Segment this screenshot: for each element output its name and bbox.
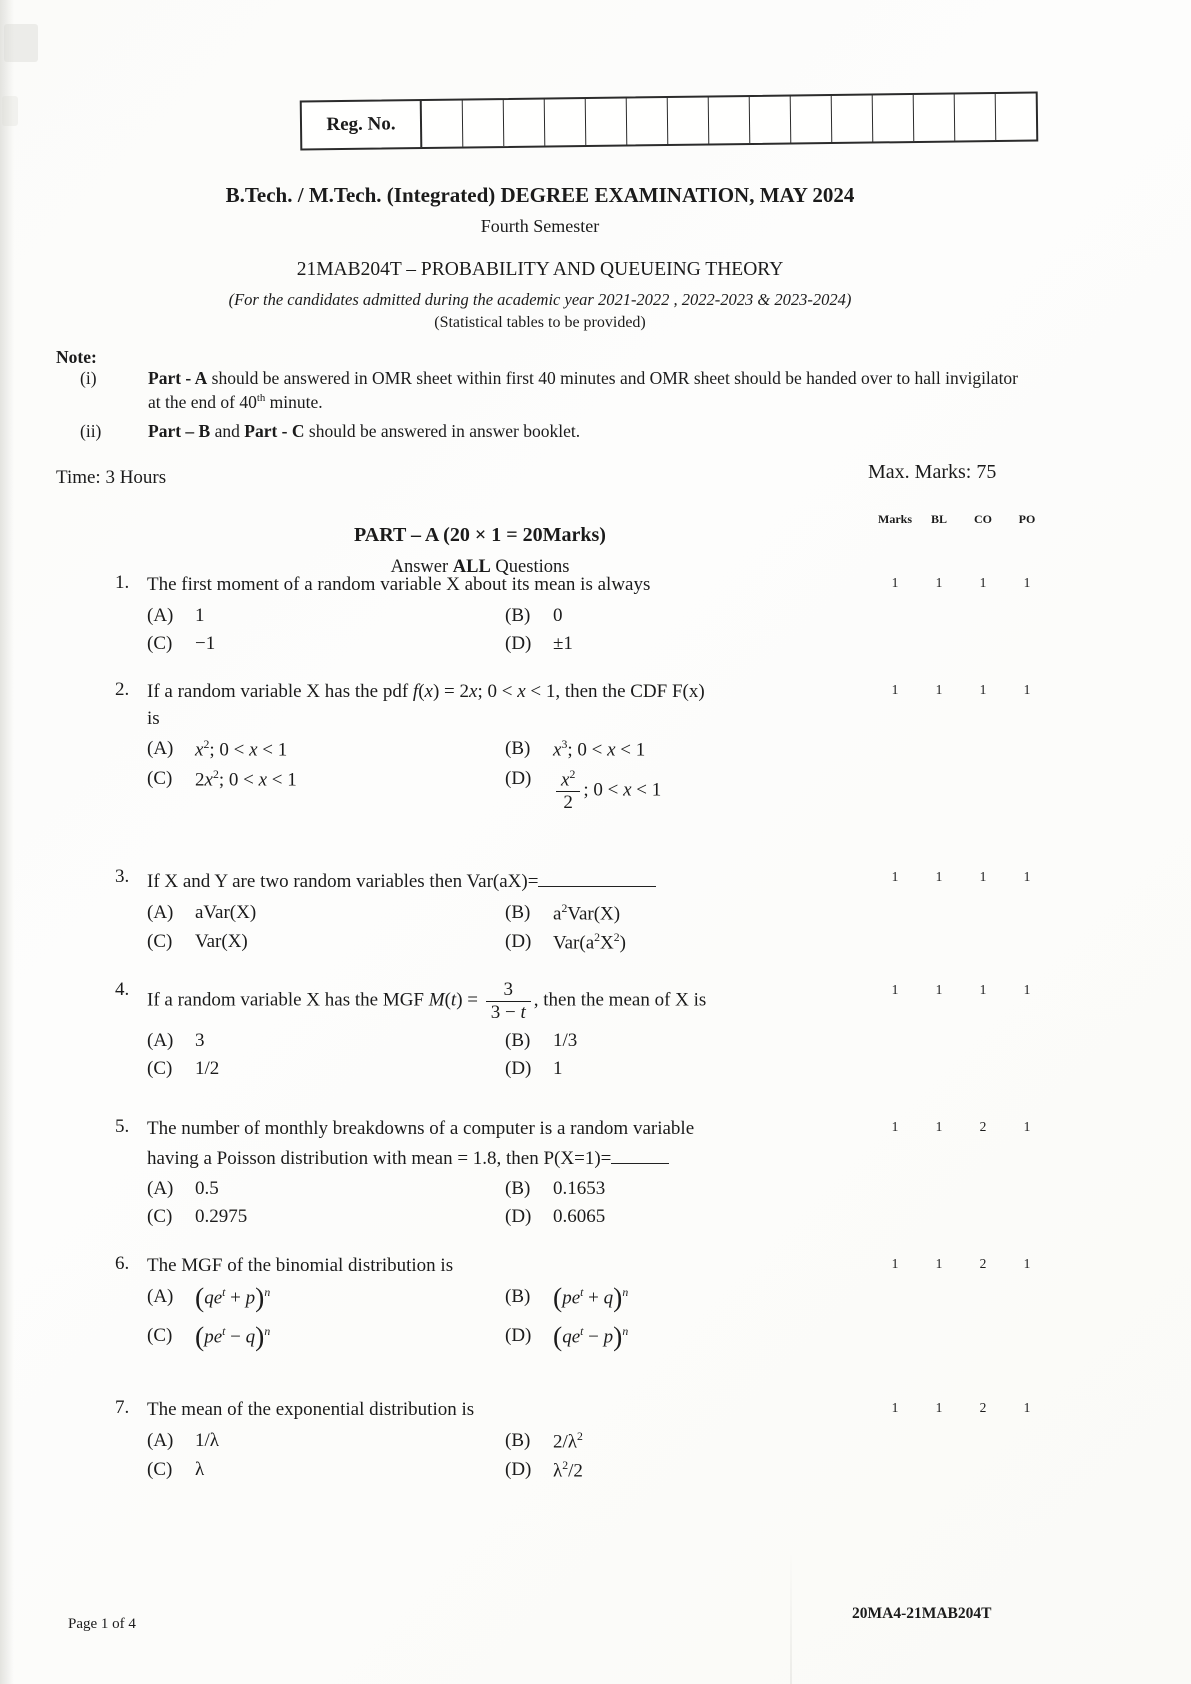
- option-b: [505, 605, 847, 627]
- question-number: 4.: [115, 979, 130, 1000]
- option-c: [147, 633, 505, 655]
- option-value: 1/2: [195, 1057, 220, 1079]
- option-value: Var(X): [195, 930, 248, 952]
- marks-value: 1: [891, 682, 899, 697]
- option-label: (A): [147, 1429, 174, 1451]
- reg-cell: [955, 94, 997, 140]
- option-value: $2x^2$; 0 < x < 1: [195, 767, 297, 790]
- option-label: (A): [147, 604, 174, 626]
- option-b: [505, 738, 847, 761]
- option-c: [147, 1320, 505, 1352]
- scan-smudge: [4, 24, 38, 62]
- co-value: 1: [979, 869, 987, 884]
- bl-value: 1: [935, 1256, 943, 1271]
- scan-edge-shade: [0, 0, 14, 1684]
- option-value: $(pe^t + q)^n$: [553, 1281, 629, 1313]
- question-text: The MGF of the binomial distribution is: [147, 1255, 454, 1276]
- option-label: (D): [505, 632, 532, 654]
- option-label: (D): [505, 1458, 532, 1480]
- question-number: 2.: [115, 679, 130, 700]
- option-a: [147, 738, 505, 761]
- question-marks: [873, 982, 1049, 998]
- option-label: (A): [147, 1285, 174, 1307]
- option-label: (C): [147, 930, 173, 952]
- reg-cell: [914, 95, 956, 141]
- statistical-tables-note: (Statistical tables to be provided): [434, 314, 646, 331]
- option-value: 3: [195, 1029, 205, 1051]
- question-marks: [873, 682, 1049, 698]
- question-number: 1.: [115, 572, 130, 593]
- note-item-1: [80, 366, 1030, 414]
- note-number: (i): [80, 368, 97, 388]
- co-value: 1: [979, 575, 987, 590]
- note-text: Part - A should be answered in OMR sheet within first 40 minutes and OMR sheet should be handed over to hall invigilator at the end of 40th minute.: [148, 368, 1019, 413]
- option-a: [147, 1281, 505, 1313]
- po-value: 1: [1023, 1119, 1031, 1134]
- co-value: 2: [979, 1119, 987, 1134]
- option-value: $2/\lambda^2$: [553, 1429, 583, 1452]
- option-value: 1/3: [553, 1029, 578, 1051]
- reg-cells: [422, 94, 1037, 147]
- reg-cell: [586, 99, 628, 145]
- max-marks: Max. Marks: 75: [868, 461, 997, 483]
- question-text: If a random variable X has the pdf f(x) = 2x; 0 < x < 1, then the CDF F(x) is: [147, 681, 705, 729]
- option-value: aVar(X): [195, 901, 257, 923]
- option-c: [147, 931, 505, 954]
- question-4: [115, 979, 1055, 1080]
- option-c: [147, 1206, 505, 1228]
- po-value: 1: [1023, 575, 1031, 590]
- option-label: (D): [505, 1324, 532, 1346]
- option-value: $(qe^t - p)^n$: [553, 1320, 629, 1352]
- question-marks: [873, 575, 1049, 591]
- bl-value: 1: [935, 1119, 943, 1134]
- option-value: 1: [195, 604, 205, 626]
- question-3: [115, 866, 1055, 954]
- option-label: (A): [147, 901, 174, 923]
- option-label: (C): [147, 1206, 173, 1228]
- po-value: 1: [1023, 1400, 1031, 1415]
- reg-cell: [832, 96, 874, 142]
- time-allowed: Time: 3 Hours: [56, 467, 167, 488]
- option-a: [147, 1030, 505, 1052]
- option-label: (C): [147, 1057, 173, 1079]
- option-d: [505, 1320, 847, 1352]
- bl-value: 1: [935, 1400, 943, 1415]
- po-value: 1: [1023, 982, 1031, 997]
- exam-title: B.Tech. / M.Tech. (Integrated) DEGREE EXAMINATION, MAY 2024: [225, 183, 855, 207]
- reg-cell: [545, 99, 587, 145]
- option-label: (B): [505, 604, 531, 626]
- marks-header-po: PO: [1018, 512, 1036, 526]
- option-d: [505, 633, 847, 655]
- question-marks: [873, 869, 1049, 885]
- option-label: (D): [505, 930, 532, 952]
- question-text: If X and Y are two random variables then Var(aX)=: [147, 866, 847, 896]
- reg-cell: [709, 97, 751, 143]
- reg-cell: [668, 98, 710, 144]
- question-marks: [873, 1256, 1049, 1272]
- option-b: [505, 1178, 847, 1200]
- option-a: [147, 605, 505, 627]
- option-label: (D): [505, 1057, 532, 1079]
- reg-cell: [873, 95, 915, 141]
- option-d: [505, 931, 847, 954]
- option-value: $\lambda^2/2$: [553, 1458, 583, 1482]
- option-label: (C): [147, 632, 173, 654]
- option-d: [505, 1058, 847, 1080]
- option-label: (B): [505, 1429, 531, 1451]
- co-value: 1: [979, 982, 987, 997]
- option-label: (D): [505, 767, 532, 789]
- reg-cell: [996, 94, 1037, 140]
- option-label: (B): [505, 1029, 531, 1051]
- option-label: (B): [505, 901, 531, 923]
- course-title: 21MAB204T – PROBABILITY AND QUEUEING THEORY: [296, 259, 784, 280]
- option-value: $x^2$; 0 < x < 1: [195, 738, 288, 761]
- question-number: 7.: [115, 1397, 130, 1418]
- marks-value: 1: [891, 575, 899, 590]
- option-value: $a^2Var(X)$: [553, 901, 621, 924]
- option-value: −1: [195, 632, 216, 654]
- marks-header-bl: BL: [930, 512, 947, 526]
- option-label: (C): [147, 1324, 173, 1346]
- question-number: 6.: [115, 1253, 130, 1274]
- question-marks: [873, 1400, 1049, 1416]
- reg-cell: [422, 101, 464, 147]
- question-5: [115, 1116, 1055, 1228]
- question-text: The number of monthly breakdowns of a computer is a random variable having a Poisson distribution with mean = 1.8, then P(X=1)=: [147, 1118, 695, 1169]
- co-value: 1: [979, 682, 987, 697]
- option-c: [147, 1058, 505, 1080]
- marks-header-co: CO: [974, 512, 992, 526]
- option-d: [505, 1459, 847, 1482]
- marks-value: 1: [891, 1256, 899, 1271]
- scan-crease: [790, 1555, 792, 1684]
- reg-cell: [750, 97, 792, 143]
- question-6: [115, 1253, 1055, 1358]
- option-c: [147, 1459, 505, 1482]
- option-label: (A): [147, 1178, 174, 1200]
- option-a: [147, 902, 505, 925]
- option-value: $\frac{x^2}{2}$ ; 0 < x < 1: [553, 768, 661, 814]
- option-value: 0.1653: [553, 1178, 606, 1200]
- question-2: [115, 679, 1055, 814]
- option-a: [147, 1178, 505, 1200]
- option-b: [505, 1030, 847, 1052]
- option-value: 0: [553, 604, 563, 626]
- option-value: 0.5: [195, 1178, 219, 1200]
- po-value: 1: [1023, 682, 1031, 697]
- option-c: [147, 768, 505, 814]
- candidates-note: (For the candidates admitted during the academic year 2021-2022 , 2022-2023 & 2023-2024): [228, 290, 852, 309]
- option-b: [505, 1281, 847, 1313]
- scan-smudge: [2, 96, 18, 126]
- bl-value: 1: [935, 682, 943, 697]
- note-text: Part – B and Part - C should be answered in answer booklet.: [148, 421, 581, 441]
- option-value: 1/λ: [195, 1429, 219, 1451]
- option-a: [147, 1430, 505, 1453]
- option-label: (C): [147, 767, 173, 789]
- marks-column-headers: [873, 512, 1049, 527]
- option-label: (A): [147, 1029, 174, 1051]
- option-b: [505, 902, 847, 925]
- note-label: Note:: [56, 347, 97, 367]
- option-label: (B): [505, 1285, 531, 1307]
- co-value: 2: [979, 1256, 987, 1271]
- option-label: (A): [147, 738, 174, 760]
- option-label: (B): [505, 738, 531, 760]
- reg-cell: [791, 96, 833, 142]
- reg-cell: [504, 100, 546, 146]
- option-value: $(qe^t + p)^n$: [195, 1281, 271, 1313]
- reg-cell: [627, 98, 669, 144]
- marks-value: 1: [891, 869, 899, 884]
- option-value: $Var(a^2X^2)$: [553, 930, 626, 954]
- bl-value: 1: [935, 869, 943, 884]
- question-text: If a random variable X has the MGF M(t) = $\frac{3}{3 - t}$ , then the mean of X is: [147, 979, 707, 1023]
- option-label: (B): [505, 1178, 531, 1200]
- reg-cell: [463, 100, 505, 146]
- marks-header-marks: Marks: [878, 512, 912, 526]
- option-d: [505, 1206, 847, 1228]
- option-d: [505, 768, 847, 814]
- question-text: The first moment of a random variable X about its mean is always: [147, 574, 651, 595]
- po-value: 1: [1023, 869, 1031, 884]
- marks-value: 1: [891, 1119, 899, 1134]
- option-value: 0.2975: [195, 1206, 248, 1228]
- question-1: [115, 572, 1055, 655]
- option-value: ±1: [553, 632, 573, 654]
- answer-all-instruction: Answer ALL Questions: [390, 557, 570, 577]
- bl-value: 1: [935, 575, 943, 590]
- option-value: 1: [553, 1057, 563, 1079]
- option-value: $(pe^t - q)^n$: [195, 1320, 271, 1352]
- note-item-2: [80, 419, 1030, 443]
- option-value: λ: [195, 1458, 205, 1480]
- marks-value: 1: [891, 1400, 899, 1415]
- marks-value: 1: [891, 982, 899, 997]
- note-number: (ii): [80, 421, 102, 441]
- reg-no-label: Reg. No.: [302, 101, 423, 148]
- option-label: (D): [505, 1206, 532, 1228]
- paper-code: 20MA4-21MAB204T: [852, 1605, 992, 1622]
- semester: Fourth Semester: [480, 216, 600, 236]
- bl-value: 1: [935, 982, 943, 997]
- option-value: 0.6065: [553, 1206, 606, 1228]
- page-number: Page 1 of 4: [68, 1616, 136, 1632]
- co-value: 2: [979, 1400, 987, 1415]
- option-b: [505, 1430, 847, 1453]
- question-number: 3.: [115, 866, 130, 887]
- option-value: $x^3$; 0 < x < 1: [553, 738, 646, 761]
- option-label: (C): [147, 1458, 173, 1480]
- question-number: 5.: [115, 1116, 130, 1137]
- question-7: [115, 1397, 1055, 1482]
- question-marks: [873, 1119, 1049, 1135]
- question-text: The mean of the exponential distribution is: [147, 1399, 475, 1420]
- part-a-heading: PART – A (20 × 1 = 20Marks): [354, 524, 606, 546]
- po-value: 1: [1023, 1256, 1031, 1271]
- reg-no-box: [300, 91, 1039, 150]
